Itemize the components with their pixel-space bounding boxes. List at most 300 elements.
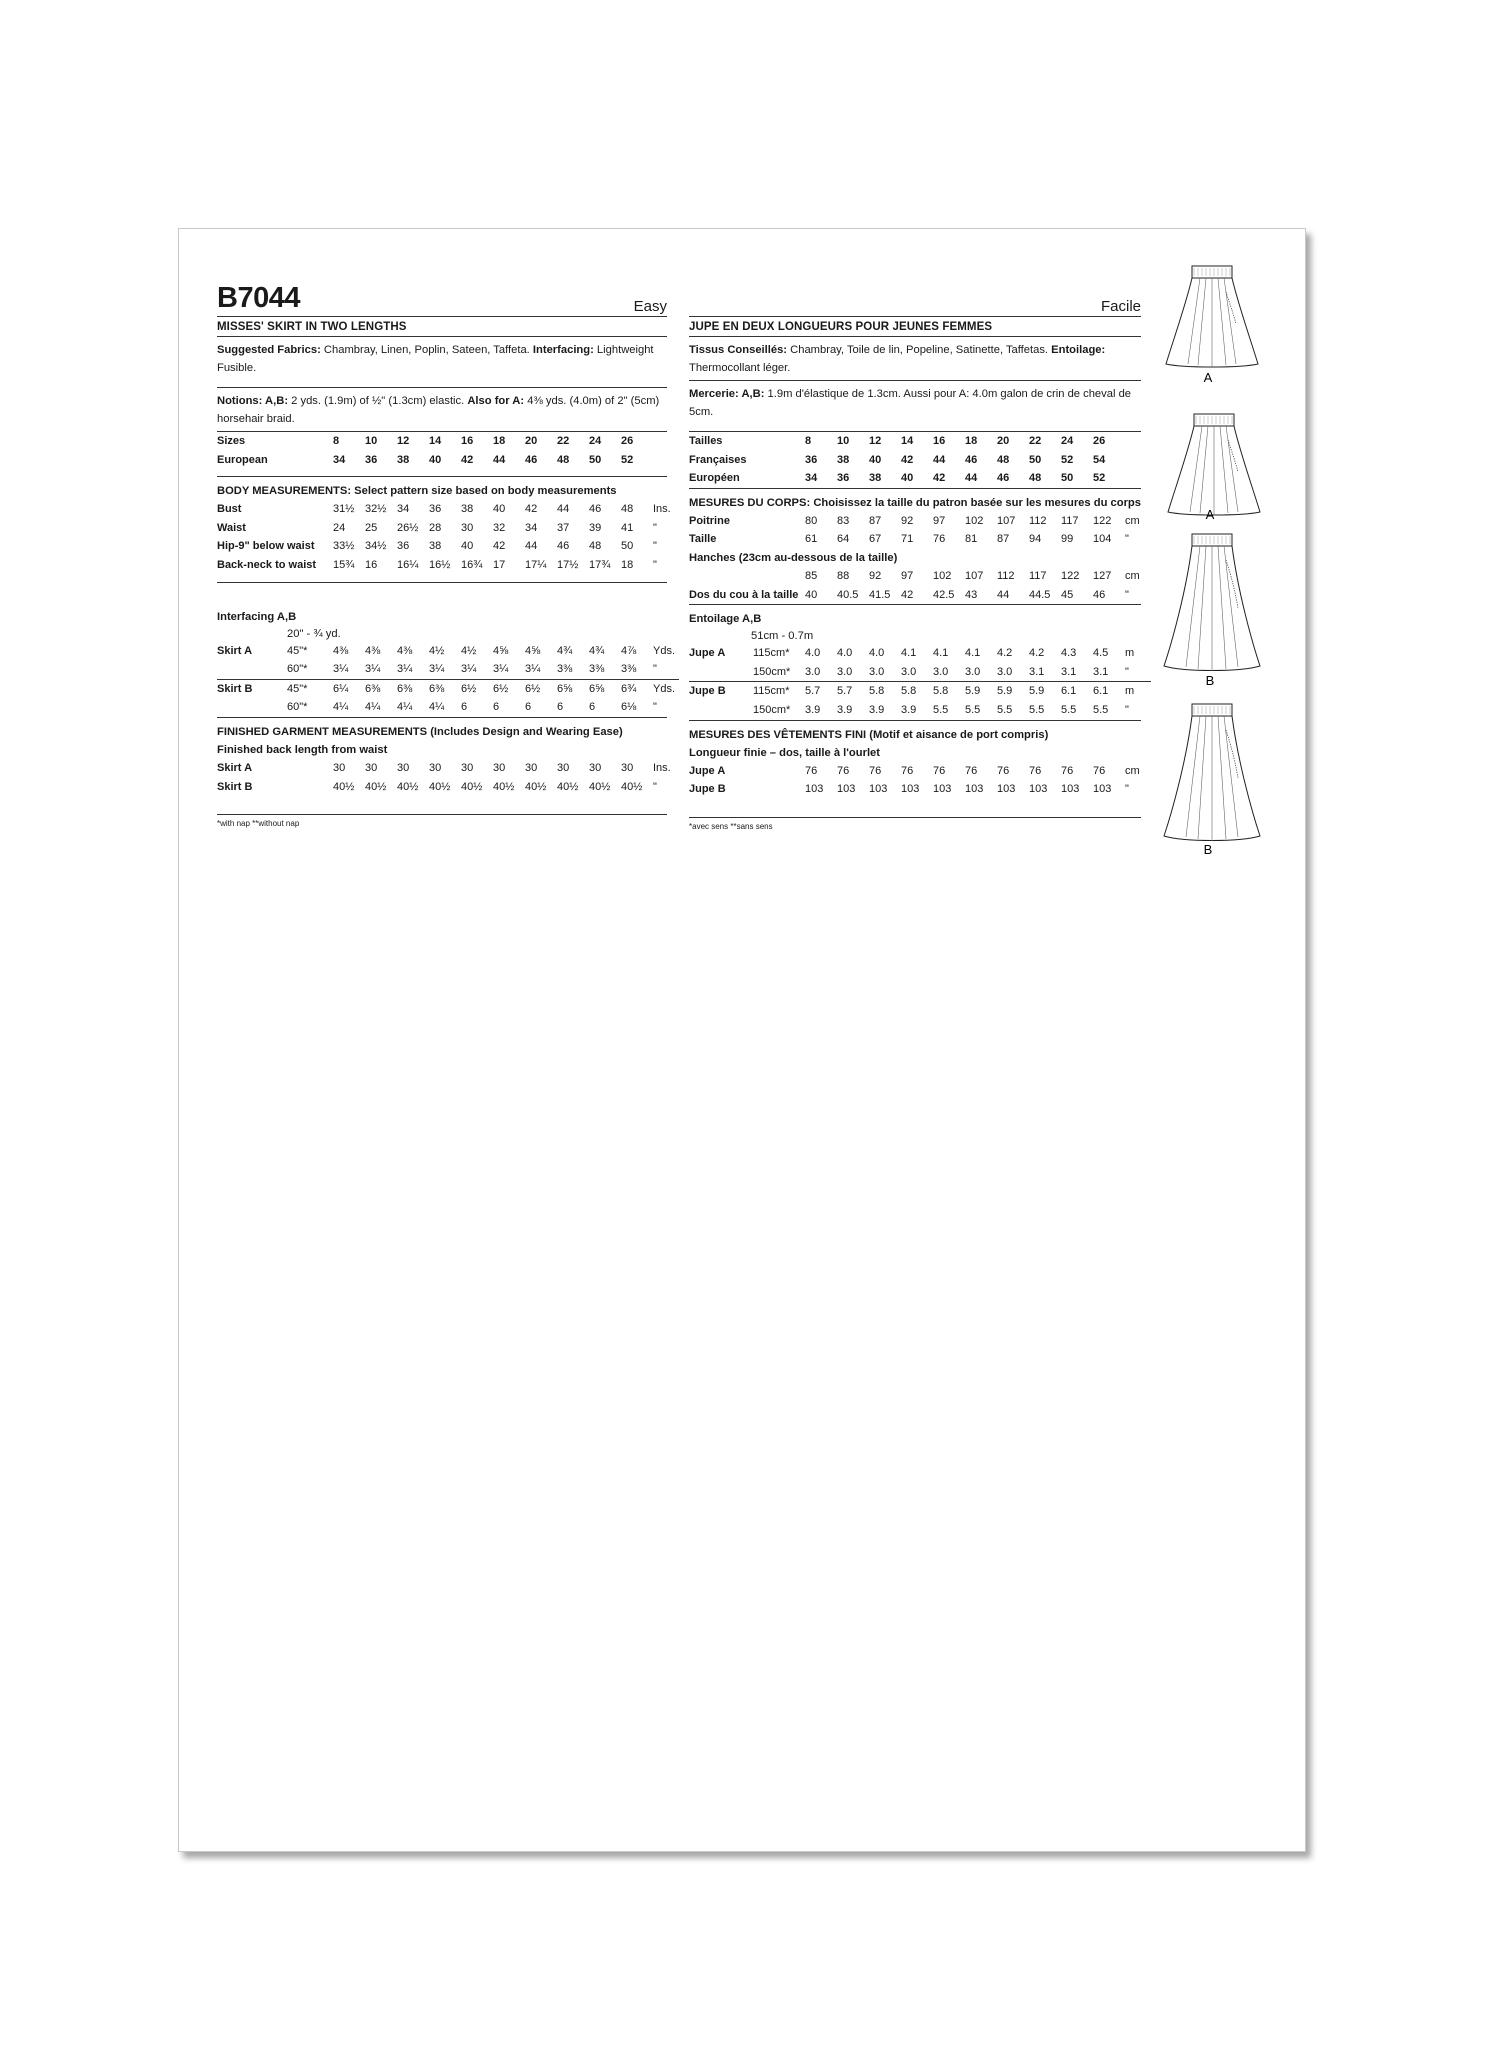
table-cell: 24 — [589, 435, 602, 447]
table-cell: 17¾ — [589, 558, 611, 571]
table-cell: 44 — [997, 588, 1010, 601]
body-measurements-heading: BODY MEASUREMENTS: Select pattern size based on body measurements — [217, 485, 617, 498]
table-cell: 30 — [525, 761, 538, 774]
row-label: Hip-9" below waist — [217, 540, 315, 553]
table-cell: 4⅞ — [621, 644, 637, 657]
table-cell: 4⅜ — [365, 644, 381, 657]
finished-section-fr — [689, 721, 1141, 799]
table-cell: 3.0 — [901, 665, 917, 678]
table-cell: 5.5 — [1093, 703, 1109, 716]
table-cell: 40½ — [589, 780, 611, 793]
table-cell: 38 — [461, 503, 474, 516]
table-cell: 6.1 — [1061, 685, 1077, 698]
table-row — [217, 759, 687, 778]
table-cell: 5.8 — [933, 685, 949, 698]
difficulty-level: Easy — [633, 298, 667, 315]
table-cell: 24 — [333, 521, 346, 534]
table-cell: 87 — [997, 533, 1010, 546]
notions-label-fr: Mercerie: A,B: — [689, 388, 765, 400]
fabrics-paragraph-fr — [689, 337, 1141, 381]
finished-table-fr — [689, 762, 1159, 799]
row-label: Skirt A — [217, 644, 253, 657]
skirt-a-back-sketch — [1168, 414, 1260, 515]
table-cell: 92 — [869, 569, 882, 582]
table-row — [689, 432, 1159, 451]
table-cell: 103 — [805, 783, 824, 796]
table-cell: 44 — [525, 540, 538, 553]
table-cell: cm — [1125, 514, 1140, 527]
english-column — [217, 280, 676, 829]
table-cell: 5.7 — [837, 685, 853, 698]
skirt-a-front-sketch — [1166, 266, 1258, 367]
table-cell: 6⅜ — [429, 682, 445, 695]
table-cell: 6⅛ — [621, 701, 637, 714]
table-cell: 103 — [965, 783, 984, 796]
table-cell: 80 — [805, 514, 818, 527]
table-cell: 4.1 — [933, 647, 949, 660]
table-cell: 6.1 — [1093, 685, 1109, 698]
notions-paragraph-fr — [689, 381, 1141, 432]
table-cell: 76 — [933, 533, 946, 546]
table-cell: 60"* — [287, 663, 308, 676]
table-cell: 3.0 — [965, 665, 981, 678]
table-cell: 50 — [1061, 472, 1074, 485]
table-cell: 103 — [837, 783, 856, 796]
table-cell: 50 — [621, 540, 634, 553]
table-cell: 46 — [589, 503, 602, 516]
table-cell: 115cm* — [753, 685, 790, 698]
table-cell: 45"* — [287, 644, 308, 657]
table-cell: Yds. — [653, 682, 676, 695]
table-cell: 81 — [965, 533, 978, 546]
table-cell: 6¾ — [621, 682, 637, 695]
table-cell: 16¾ — [461, 558, 483, 571]
table-cell: 3.9 — [805, 703, 821, 716]
table-cell: 3.1 — [1061, 665, 1077, 678]
table-cell — [1125, 451, 1159, 470]
table-cell: 67 — [869, 533, 882, 546]
table-cell: 6 — [493, 701, 500, 714]
table-cell: 14 — [429, 435, 442, 447]
table-cell: 3¼ — [461, 663, 477, 676]
row-label: Back-neck to waist — [217, 558, 317, 571]
table-cell: 25 — [365, 521, 378, 534]
table-cell: 4¼ — [429, 701, 445, 714]
table-cell: 30 — [461, 521, 474, 534]
interfacing-sub-fr: 51cm - 0.7m — [751, 630, 814, 643]
table-cell: " — [653, 663, 657, 676]
table-cell: 76 — [837, 764, 850, 777]
french-header — [689, 280, 1141, 317]
row-label: Waist — [217, 521, 246, 534]
table-row — [689, 567, 1159, 586]
interfacing-text-fr: Thermocollant léger. — [689, 362, 791, 374]
table-cell: 127 — [1093, 569, 1112, 582]
table-cell: 76 — [965, 764, 978, 777]
table-cell: 5.7 — [805, 685, 821, 698]
table-cell: cm — [1125, 764, 1140, 777]
english-header — [217, 280, 667, 317]
footnote: *with nap **without nap — [217, 819, 300, 829]
table-cell: 76 — [997, 764, 1010, 777]
fabrics-text: Chambray, Linen, Poplin, Sateen, Taffeta. — [320, 344, 533, 356]
table-cell: 4¾ — [589, 644, 605, 657]
table-cell: 52 — [621, 453, 634, 466]
table-cell: 4.2 — [997, 647, 1013, 660]
table-cell: 4½ — [429, 644, 445, 657]
table-cell: 52 — [1093, 472, 1106, 485]
table-cell: 34 — [525, 521, 538, 534]
finished-section — [217, 718, 671, 796]
table-cell: 38 — [837, 453, 850, 466]
table-cell: 3.9 — [901, 703, 917, 716]
pattern-code: B7044 — [217, 282, 300, 314]
table-row — [217, 698, 679, 717]
table-cell: 46 — [557, 540, 570, 553]
table-cell: 16½ — [429, 558, 451, 571]
table-cell: 30 — [621, 761, 634, 774]
table-cell: 4.3 — [1061, 647, 1077, 660]
table-cell: 16¼ — [397, 558, 419, 571]
table-cell: 122 — [1061, 569, 1080, 582]
table-cell: 20 — [525, 435, 538, 447]
table-cell: 3.0 — [869, 665, 885, 678]
table-cell: 44 — [933, 453, 946, 466]
table-cell: 17½ — [557, 558, 579, 571]
table-cell: 3¼ — [333, 663, 349, 676]
table-cell: 3¼ — [493, 663, 509, 676]
table-cell: 4¼ — [333, 701, 349, 714]
body-measurements-section — [217, 477, 671, 582]
table-cell: 12 — [869, 435, 882, 447]
table-cell: 15¾ — [333, 558, 355, 571]
table-cell: " — [653, 540, 657, 553]
table-cell: 76 — [805, 764, 818, 777]
table-cell: 42 — [461, 453, 474, 466]
table-cell: 52 — [1061, 453, 1074, 466]
row-label: Jupe B — [689, 783, 726, 796]
table-cell: 17 — [493, 558, 506, 571]
row-label: Bust — [217, 503, 242, 516]
table-cell: 40½ — [429, 780, 451, 793]
table-row — [689, 701, 1151, 720]
table-cell: 45"* — [287, 682, 308, 695]
table-cell: 5.5 — [1029, 703, 1045, 716]
table-cell: 22 — [557, 435, 570, 447]
table-cell: 30 — [333, 761, 346, 774]
table-cell: 4.1 — [965, 647, 981, 660]
table-cell: 36 — [365, 453, 378, 466]
table-cell: 38 — [397, 453, 410, 466]
table-cell: m — [1125, 685, 1135, 698]
table-cell: 48 — [621, 503, 634, 516]
table-cell: 43 — [965, 588, 978, 601]
table-cell — [653, 451, 687, 470]
table-cell: 92 — [901, 514, 914, 527]
table-cell: 3¼ — [397, 663, 413, 676]
table-cell: 36 — [805, 453, 818, 466]
table-cell: 85 — [805, 569, 818, 582]
finished-sub: Finished back length from waist — [217, 743, 388, 756]
pattern-title: MISSES' SKIRT IN TWO LENGTHS — [217, 317, 667, 337]
table-cell: 76 — [869, 764, 882, 777]
table-cell: 76 — [1061, 764, 1074, 777]
table-cell: 71 — [901, 533, 914, 546]
table-cell: 30 — [397, 761, 410, 774]
table-cell: 41 — [621, 521, 634, 534]
finished-table — [217, 759, 687, 796]
table-cell: 6⅜ — [397, 682, 413, 695]
table-cell: 10 — [837, 435, 850, 447]
table-cell: 16 — [933, 435, 946, 447]
table-cell: 36 — [429, 503, 442, 516]
table-cell: 4.2 — [1029, 647, 1045, 660]
table-cell: 10 — [365, 435, 378, 447]
table-cell: 34 — [333, 453, 346, 466]
table-cell: 112 — [1029, 514, 1047, 527]
table-cell: 6½ — [461, 682, 477, 695]
table-cell: 6 — [557, 701, 564, 714]
table-cell: 39 — [589, 521, 602, 534]
table-cell: 4.5 — [1093, 647, 1109, 660]
table-row — [217, 642, 679, 661]
skirt-b-back-sketch — [1164, 704, 1260, 841]
table-row — [689, 682, 1151, 701]
table-cell: 40½ — [557, 780, 579, 793]
table-cell: 5.5 — [933, 703, 949, 716]
table-cell: 4⅝ — [525, 644, 541, 657]
table-row — [689, 644, 1151, 663]
interfacing-sub: 20" - ¾ yd. — [287, 627, 341, 640]
table-row — [217, 778, 687, 797]
row-label — [689, 567, 805, 586]
table-cell: 3⅜ — [621, 663, 637, 676]
table-cell: " — [1125, 783, 1129, 796]
table-cell: 18 — [493, 435, 506, 447]
row-label — [689, 701, 753, 720]
table-cell: 30 — [429, 761, 442, 774]
interfacing-heading-fr: Entoilage A,B — [689, 613, 762, 626]
table-cell: 30 — [365, 761, 378, 774]
table-cell: 107 — [965, 569, 984, 582]
table-cell: 107 — [997, 514, 1016, 527]
table-cell: 4¼ — [365, 701, 381, 714]
row-label: Jupe B — [689, 685, 726, 698]
table-row — [689, 762, 1159, 781]
table-cell: 3.1 — [1029, 665, 1045, 678]
table-cell: 3.0 — [933, 665, 949, 678]
table-cell: 94 — [1029, 533, 1042, 546]
yardage-table-fr — [689, 644, 1151, 719]
interfacing-label: Interfacing: — [532, 344, 594, 356]
table-cell: 5.5 — [965, 703, 981, 716]
table-cell: 31½ — [333, 503, 355, 516]
row-label: Poitrine — [689, 514, 730, 527]
sketch-label-b-2: B — [1203, 842, 1213, 857]
table-row — [217, 556, 687, 575]
table-cell: 3.0 — [837, 665, 853, 678]
table-cell: 44 — [557, 503, 570, 516]
table-cell: 34½ — [365, 540, 387, 553]
finished-heading: FINISHED GARMENT MEASUREMENTS (Includes Design and Wearing Ease) — [217, 725, 623, 738]
notions-text: 2 yds. (1.9m) of ½" (1.3cm) elastic. — [288, 395, 468, 407]
table-cell: 34 — [397, 503, 410, 516]
table-cell: 44 — [493, 453, 506, 466]
table-cell: 103 — [1093, 783, 1112, 796]
table-cell: 3¼ — [525, 663, 541, 676]
sizes-table-fr — [689, 432, 1159, 488]
table-cell: 48 — [589, 540, 602, 553]
table-row — [689, 663, 1151, 682]
table-cell: 64 — [837, 533, 850, 546]
row-label: Jupe A — [689, 647, 726, 660]
notions-text-fr: 1.9m d'élastique de 1.3cm. Aussi pour A: 4.0m galon de crin de cheval de 5cm. — [689, 388, 1132, 418]
table-cell: " — [1125, 588, 1129, 601]
table-cell: 103 — [933, 783, 952, 796]
table-cell: 41.5 — [869, 588, 891, 601]
table-cell — [1125, 469, 1159, 488]
interfacing-label-fr: Entoilage: — [1051, 344, 1106, 356]
table-cell: 54 — [1093, 453, 1106, 466]
table-cell: 117 — [1061, 514, 1079, 527]
table-cell: 3⅜ — [557, 663, 573, 676]
table-cell: 3.9 — [869, 703, 885, 716]
sizes-table — [217, 432, 687, 469]
table-cell: 3¼ — [429, 663, 445, 676]
row-label: Skirt A — [217, 761, 253, 774]
table-cell: " — [653, 780, 657, 793]
table-cell: 48 — [557, 453, 570, 466]
table-row — [689, 469, 1159, 488]
table-cell: 6⅜ — [365, 682, 381, 695]
table-cell: 4½ — [461, 644, 477, 657]
table-cell: 42 — [933, 472, 946, 485]
table-row — [689, 780, 1159, 799]
table-cell: 40 — [461, 540, 474, 553]
table-row — [217, 519, 687, 538]
row-label — [217, 698, 287, 717]
fabrics-label-fr: Tissus Conseillés: — [689, 344, 788, 356]
table-cell: 46 — [1093, 588, 1106, 601]
table-cell: 8 — [805, 435, 812, 447]
table-cell: 42 — [901, 453, 914, 466]
table-cell: 4.0 — [805, 647, 821, 660]
hip-label-fr: Hanches (23cm au-dessous de la taille) — [689, 551, 898, 564]
interfacing-text: Lightweight Fusible. — [217, 344, 654, 374]
table-row — [217, 537, 687, 556]
fabrics-label: Suggested Fabrics: — [217, 344, 321, 356]
row-label: Sizes — [217, 435, 246, 447]
table-cell: 102 — [933, 569, 952, 582]
table-cell: 40½ — [621, 780, 643, 793]
table-cell: 4.1 — [901, 647, 917, 660]
table-cell: " — [1125, 665, 1129, 678]
table-cell: 14 — [901, 435, 914, 447]
table-cell: 40½ — [461, 780, 483, 793]
table-cell: 36 — [397, 540, 410, 553]
table-cell: " — [653, 558, 657, 571]
table-cell: 4⅜ — [333, 644, 349, 657]
table-cell: 117 — [1029, 569, 1047, 582]
table-row — [217, 679, 679, 698]
table-cell: 6⅝ — [557, 682, 573, 695]
table-row — [217, 432, 687, 451]
sketch-label-a-1: A — [1203, 370, 1213, 385]
table-cell: 5.9 — [997, 685, 1013, 698]
table-cell: 3⅜ — [589, 663, 605, 676]
table-cell: 50 — [1029, 453, 1042, 466]
table-row — [689, 451, 1159, 470]
notions-text-2: 4⅜ yds. (4.0m) of 2" (5cm) horsehair braid. — [217, 395, 660, 425]
table-cell: 24 — [1061, 435, 1074, 447]
finished-sub-fr: Longueur finie – dos, taille à l'ourlet — [689, 746, 881, 759]
table-cell: m — [1125, 647, 1135, 660]
table-cell: 8 — [333, 435, 340, 447]
table-cell: " — [1125, 533, 1129, 546]
body-measurements-table-fr-2 — [689, 567, 1159, 604]
table-cell: 42 — [493, 540, 506, 553]
table-cell: 32 — [493, 521, 506, 534]
table-cell: 38 — [869, 472, 882, 485]
table-cell: 40 — [869, 453, 882, 466]
row-label: Françaises — [689, 453, 747, 466]
table-cell: 5.5 — [997, 703, 1013, 716]
table-row — [217, 500, 687, 519]
table-cell: 26½ — [397, 521, 419, 534]
table-cell: cm — [1125, 569, 1140, 582]
sizes-section-fr — [689, 432, 1141, 489]
table-cell: 4¾ — [557, 644, 573, 657]
french-column — [689, 280, 1141, 831]
row-label — [689, 663, 753, 682]
table-cell: 4.0 — [837, 647, 853, 660]
table-cell: 97 — [901, 569, 914, 582]
table-cell: 103 — [1029, 783, 1048, 796]
table-cell: 33½ — [333, 540, 355, 553]
table-cell: 3.1 — [1093, 665, 1109, 678]
table-cell: 104 — [1093, 533, 1112, 546]
row-label — [217, 660, 287, 679]
table-cell: 4¼ — [397, 701, 413, 714]
table-cell: Yds. — [653, 644, 676, 657]
table-cell: " — [653, 701, 657, 714]
difficulty-level-fr: Facile — [1100, 298, 1141, 315]
footnote-fr: *avec sens **sans sens — [689, 821, 773, 831]
table-cell: 26 — [621, 435, 634, 447]
row-label: Taille — [689, 533, 717, 546]
table-cell: 3.9 — [837, 703, 853, 716]
table-row — [217, 660, 679, 679]
table-cell: 103 — [869, 783, 888, 796]
table-cell: 28 — [429, 521, 442, 534]
body-measurements-table — [217, 500, 687, 574]
table-cell: 40½ — [397, 780, 419, 793]
body-measurements-section-fr — [689, 489, 1141, 605]
table-cell: 88 — [837, 569, 850, 582]
table-cell: 3.0 — [805, 665, 821, 678]
table-cell: 30 — [493, 761, 506, 774]
table-cell: 3.0 — [997, 665, 1013, 678]
table-cell: 5.8 — [869, 685, 885, 698]
table-cell: 4.0 — [869, 647, 885, 660]
table-cell: 4⅜ — [397, 644, 413, 657]
row-label: Skirt B — [217, 780, 253, 793]
table-cell: 5.9 — [965, 685, 981, 698]
table-cell: 6¼ — [333, 682, 349, 695]
table-cell: Ins. — [653, 503, 671, 516]
table-cell: 45 — [1061, 588, 1074, 601]
table-cell: 112 — [997, 569, 1015, 582]
